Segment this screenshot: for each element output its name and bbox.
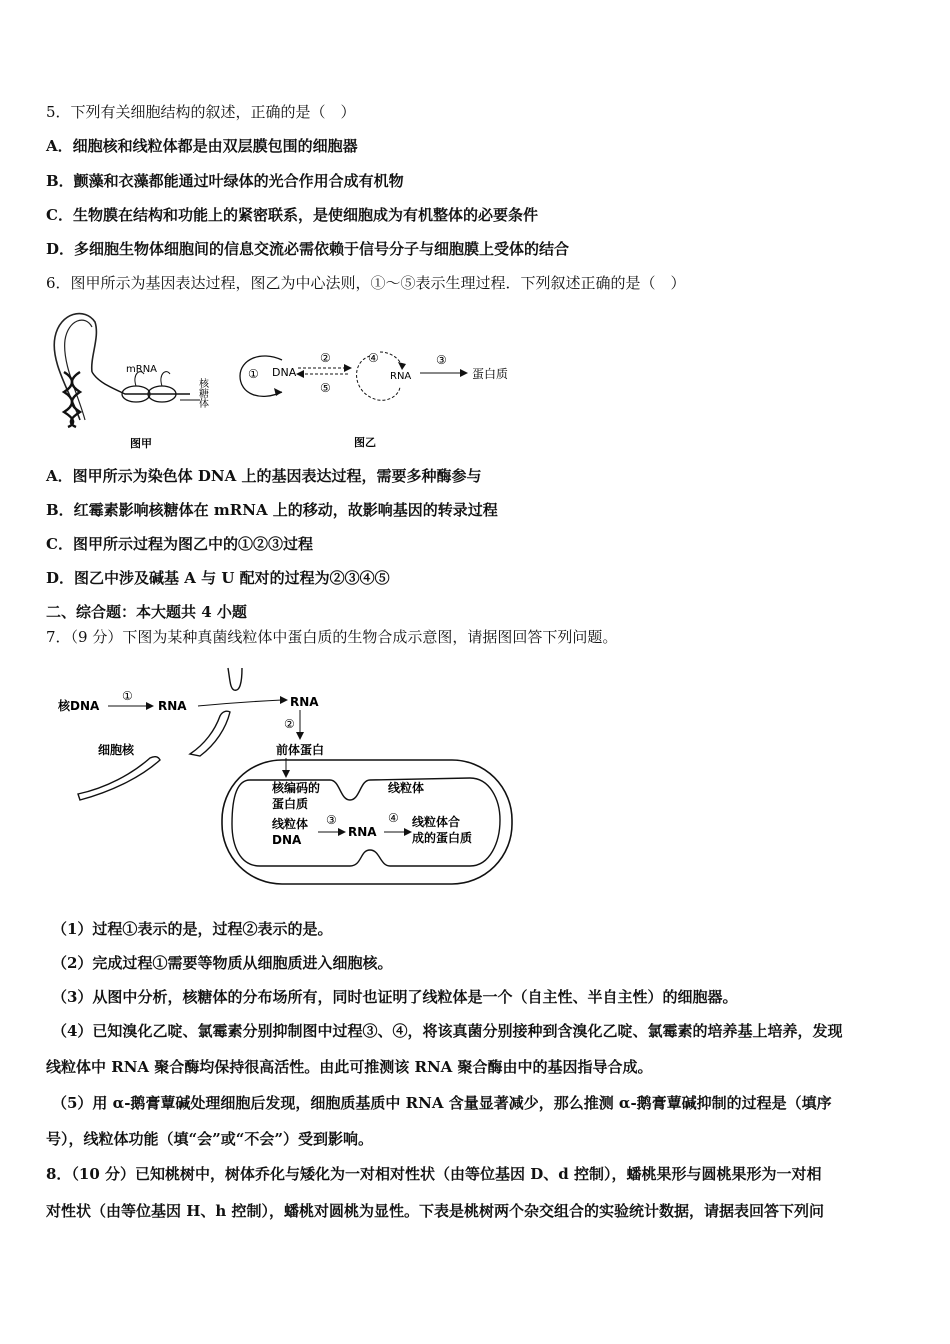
mitochondrion-label: 线粒体: [388, 781, 425, 795]
mito-dna-label-1: 线粒体: [272, 817, 309, 831]
q7-sub-2: （2）完成过程①需要等物质从细胞质进入细胞核。: [52, 954, 393, 972]
q5-stem: 5．下列有关细胞结构的叙述，正确的是（ ）: [46, 103, 356, 121]
rna-export-arrow: [198, 700, 282, 706]
q6-option-a: A．图甲所示为染色体 DNA 上的基因表达过程，需要多种酶参与: [46, 467, 482, 485]
q6-figure-a: [40, 302, 230, 452]
precursor-protein-label: 前体蛋白: [276, 743, 325, 757]
process-4-label: ④: [368, 351, 379, 365]
mrna-label: mRNA: [126, 364, 158, 375]
mito-dna-label-2: DNA: [272, 833, 302, 847]
process-3-arrowhead: [338, 828, 346, 836]
reverse-transcription-arrowhead: [296, 370, 304, 378]
q7-sub-5-line-2: 号），线粒体功能（填“会”或“不会”）受到影响。: [46, 1130, 374, 1148]
q6-option-b: B．红霉素影响核糖体在 mRNA 上的移动，故影响基因的转录过程: [46, 501, 498, 519]
protein-label: 蛋白质: [472, 367, 509, 381]
nuclear-encoded-protein-label-1: 核编码的: [272, 781, 321, 795]
transcription-arrowhead: [344, 364, 352, 372]
q8-line-1: 8．（10 分）已知桃树中，树体乔化与矮化为一对相对性状（由等位基因 D、d 控制），蟠桃果形与圆桃果形为一对相: [46, 1165, 822, 1183]
q6-figure-b: [230, 342, 530, 454]
q5-option-b: B．颤藻和衣藻都能通过叶绿体的光合作用合成有机物: [46, 172, 404, 190]
q7-stem: 7．（9 分）下图为某种真菌线粒体中蛋白质的生物合成示意图，请据图回答下列问题。: [46, 628, 618, 646]
q7-sub-3: （3）从图中分析，核糖体的分布场所有，同时也证明了线粒体是一个（自主性、半自主性）的细胞器。: [52, 988, 738, 1006]
nuclear-envelope-low: [78, 757, 160, 800]
q7-sub-4-line-1: （4）已知溴化乙啶、氯霉素分别抑制图中过程③、④，将该真菌分别接种到含溴化乙啶、氯霉素的培养基上培养，发现: [52, 1022, 843, 1040]
q5-option-d: D．多细胞生物体细胞间的信息交流必需依赖于信号分子与细胞膜上受体的结合: [46, 240, 570, 258]
figure-b-caption: 图乙: [354, 436, 376, 449]
q7-sub-5-line-1: （5）用 α-鹅膏蕈碱处理细胞后发现，细胞质基质中 RNA 含量显著减少，那么推测 α-鹅膏蕈碱抑制的过程是（填序: [52, 1094, 832, 1112]
rna-label: RNA: [390, 371, 412, 382]
peptide-2: [161, 372, 170, 386]
q6-option-c: C．图甲所示过程为图乙中的①②③过程: [46, 535, 313, 553]
q7-sub-1: （1）过程①表示的是，过程②表示的是。: [52, 920, 333, 938]
q5-option-c: C．生物膜在结构和功能上的紧密联系，是使细胞成为有机整体的必要条件: [46, 206, 538, 224]
process-3-label: ③: [326, 813, 337, 827]
ribosome-label: 核糖体: [196, 378, 208, 408]
dna-strand-loop: [54, 314, 96, 420]
figure-a-caption: 图甲: [130, 437, 152, 450]
mito-synth-protein-label-1: 线粒体合: [412, 815, 461, 829]
q8-line-2: 对性状（由等位基因 H、h 控制），蟠桃对圆桃为显性。下表是桃树两个杂交组合的实验统计数据，请据表回答下列问: [46, 1202, 825, 1220]
nucleus-label: 细胞核: [98, 743, 135, 757]
rna-export-arrowhead: [280, 696, 288, 704]
dna-label: DNA: [272, 366, 297, 379]
rna-label-3: RNA: [348, 825, 377, 839]
rna-label-2: RNA: [290, 695, 319, 709]
nuclear-encoded-protein-label-2: 蛋白质: [272, 797, 309, 811]
rna-label-1: RNA: [158, 699, 187, 713]
q6-option-d: D．图乙中涉及碱基 A 与 U 配对的过程为②③④⑤: [46, 569, 390, 587]
process-5-label: ⑤: [320, 381, 331, 395]
process-3-label: ③: [436, 353, 447, 367]
nuclear-dna-label: 核DNA: [58, 699, 100, 713]
dna-strand-loop-inner: [65, 320, 92, 420]
process-4-label: ④: [388, 811, 399, 825]
process-1-arrowhead: [146, 702, 154, 710]
q5-option-a: A．细胞核和线粒体都是由双层膜包围的细胞器: [46, 137, 358, 155]
import-arrowhead: [282, 770, 290, 778]
q7-sub-4-line-2: 线粒体中 RNA 聚合酶均保持很高活性。由此可推测该 RNA 聚合酶由中的基因指导合成。: [46, 1058, 653, 1076]
q7-figure: [50, 660, 520, 892]
process-2-arrowhead: [296, 732, 304, 740]
rna-replication-loop-top: [380, 352, 402, 366]
process-4-arrowhead: [404, 828, 412, 836]
process-1-label: ①: [248, 367, 259, 381]
section-2-heading: 二、综合题：本大题共 4 小题: [46, 603, 247, 621]
translation-arrowhead: [460, 369, 468, 377]
q6-stem: 6．图甲所示为基因表达过程，图乙为中心法则，①～⑤表示生理过程．下列叙述正确的是（ ）: [46, 274, 686, 292]
rna-replication-arrowhead: [398, 362, 406, 370]
nuclear-envelope-top: [228, 668, 242, 690]
process-1-label: ①: [122, 689, 133, 703]
mito-synth-protein-label-2: 成的蛋白质: [412, 831, 473, 845]
nuclear-envelope-mid: [190, 711, 230, 756]
process-2-label: ②: [320, 351, 331, 365]
process-2-label: ②: [284, 717, 295, 731]
